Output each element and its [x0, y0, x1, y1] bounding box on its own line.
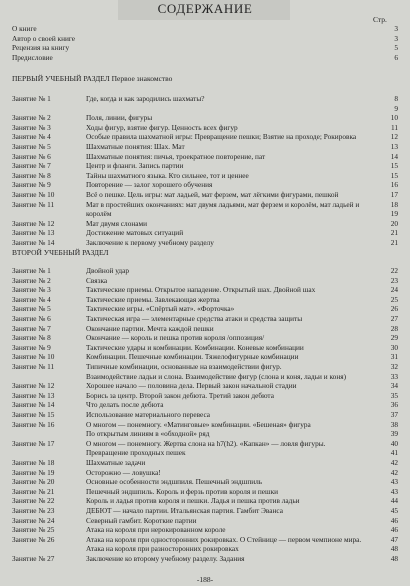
- page-number: 37: [390, 410, 398, 419]
- page-number: 42: [390, 458, 398, 467]
- page-number: 46: [390, 525, 398, 535]
- toc-intro-item: [0, 43, 410, 53]
- lesson-title: Тактические игры. «Спёртый мат». «Форточка»: [86, 304, 235, 314]
- lesson-title: Мат двумя слонами: [86, 218, 148, 228]
- lesson-label: Занятие № 11: [12, 362, 55, 371]
- section-title-1: ПЕРВЫЙ УЧЕБНЫЙ РАЗДЕЛ Первое знакомство: [12, 74, 173, 83]
- page-number: 47: [390, 534, 398, 544]
- page-number: 48: [390, 544, 398, 554]
- page-number: 3: [394, 33, 398, 43]
- toc-lesson-row: [0, 228, 410, 238]
- page-column-label: Стр.: [373, 15, 387, 24]
- page-number: 28: [390, 323, 398, 333]
- page-number: 21: [390, 238, 398, 247]
- toc-lesson-row: [0, 506, 410, 516]
- lesson-label: Занятие № 8: [12, 170, 51, 180]
- lesson-title: Тактические приемы. Открытое нападение. Открытый шах. Двойной шах: [86, 285, 316, 295]
- page-number: 17: [390, 190, 398, 199]
- page-number: 46: [390, 515, 398, 525]
- lesson-title: Хорошее начало — половина дела. Первый закон начальной стадии: [86, 381, 297, 391]
- page-number-footer: -188-: [196, 575, 214, 584]
- page-number: 39: [390, 429, 398, 439]
- toc-intro-item: [0, 34, 410, 44]
- lesson-label: Занятие № 9: [12, 180, 51, 190]
- page-number: 44: [390, 496, 398, 506]
- toc-lesson-row: [0, 94, 410, 113]
- toc-lesson-row: [0, 161, 410, 171]
- toc-lesson-row: [0, 266, 410, 276]
- page-number: 21: [390, 228, 398, 238]
- page-number: 48: [390, 554, 398, 563]
- page-number: 19: [390, 209, 398, 219]
- section-title-2: ВТОРОЙ УЧЕБНЫЙ РАЗДЕЛ: [12, 248, 109, 257]
- toc-lesson-row: [0, 276, 410, 286]
- lesson-label: Занятие № 11: [12, 199, 55, 209]
- page-number: 11: [390, 122, 398, 132]
- page-number: 42: [390, 467, 398, 477]
- toc-lesson-row: [0, 477, 410, 487]
- lesson-title: Повторение — залог хорошего обучения: [86, 180, 213, 190]
- page-number: 27: [390, 314, 398, 323]
- lesson-title: Окончание — король и пешка против короля /оппозиция/: [86, 333, 265, 343]
- toc-lesson-row: [0, 333, 410, 343]
- lesson-title: Шахматные понятия: пичья, троекратное повторение, пат: [86, 151, 266, 161]
- lesson-label: Занятие № 15: [12, 410, 55, 419]
- lesson-title: Заключение ко второму учебному разделу. Задания: [86, 554, 245, 563]
- toc-lesson-row: [0, 171, 410, 181]
- page-number: 10: [390, 113, 398, 123]
- lesson-title: Тактические удары и комбинации. Комбинации. Коневые комбинации: [86, 342, 304, 352]
- page-number: 14: [390, 151, 398, 161]
- lesson-label: Занятие № 16: [12, 419, 55, 429]
- lesson-title: Всё о пешке. Цель игры: мат ладьей, мат ферзем, мат лёгкими фигурами, пешкой: [86, 190, 339, 199]
- toc-lesson-row: [0, 496, 410, 506]
- lesson-label: Занятие № 8: [12, 333, 51, 343]
- lesson-label: Занятие № 17: [12, 438, 55, 448]
- lesson-label: Занятие № 7: [12, 323, 51, 333]
- intro-item-text: О книге: [12, 24, 37, 33]
- lesson-label: Занятие № 19: [12, 467, 55, 477]
- toc-lesson-row: [0, 142, 410, 152]
- lesson-title: Достижение матовых ситуаций: [86, 228, 184, 238]
- lesson-title: Тайны шахматного языка. Кто сильнее, тот и ценнее: [86, 170, 249, 180]
- toc-intro-item: [0, 24, 410, 34]
- toc-lesson-row: [0, 113, 410, 123]
- page-number: 43: [390, 486, 398, 496]
- lesson-label: Занятие № 4: [12, 294, 51, 304]
- lesson-title: Мат в простейших окончаниях: мат двумя ладьями, мат ферзем и королём, мат ладьей и королём: [86, 199, 360, 218]
- toc-lesson-row: [0, 458, 410, 468]
- toc-lesson-row: [0, 219, 410, 229]
- toc-lesson-row: [0, 381, 410, 391]
- intro-item-text: Автор о своей книге: [12, 33, 76, 43]
- lesson-title: Двойной удар: [86, 266, 129, 275]
- lesson-title: Шахматные задачи: [86, 458, 146, 467]
- page-number: 43: [390, 477, 398, 487]
- lesson-title: Тактические приемы. Завлекающая жертва: [86, 294, 220, 304]
- toc-lesson-row: [0, 448, 410, 458]
- lesson-title: Превращение проходных пешек: [86, 448, 186, 458]
- lesson-title: Атака на короля при разносторонних рокировках: [86, 544, 239, 554]
- toc-lesson-row: [0, 400, 410, 410]
- page-number: 33: [390, 371, 398, 381]
- page-number: 35: [390, 390, 398, 400]
- lesson-label: Занятие № 10: [12, 190, 55, 199]
- lesson-label: Занятие № 23: [12, 506, 55, 515]
- lesson-title: Атака на короля при нерокированном короле: [86, 525, 226, 535]
- lesson-title: Особые правила шахматной игры: Превращение пешки; Взятие на проходе; Рокировка: [86, 132, 357, 142]
- lesson-label: Занятие № 6: [12, 151, 51, 161]
- toc-intro-item: [0, 53, 410, 63]
- toc-lesson-row: [0, 295, 410, 305]
- page-number: 24: [390, 285, 398, 295]
- toc-lesson-row: [0, 525, 410, 535]
- page-number: 23: [390, 275, 398, 285]
- lesson-title: По открытым линиям в «обходной» ряд: [86, 429, 210, 439]
- page-number: 15: [390, 161, 398, 171]
- page-number: 18: [390, 199, 398, 209]
- toc-lesson-row: [0, 343, 410, 353]
- page-number: 16: [390, 180, 398, 190]
- toc-lesson-row: [0, 420, 410, 430]
- toc-lesson-row: [0, 362, 410, 372]
- intro-item-text: Предисловие: [12, 52, 53, 62]
- lesson-label: Занятие № 14: [12, 400, 55, 410]
- toc-lesson-row: [0, 468, 410, 478]
- toc-lesson-row: [0, 200, 410, 219]
- lesson-label: Занятие № 10: [12, 352, 55, 362]
- lesson-label: Занятие № 2: [12, 275, 51, 285]
- toc-lesson-row: [0, 487, 410, 497]
- lesson-label: Занятие № 3: [12, 285, 51, 295]
- toc-lesson-row: [0, 352, 410, 362]
- toc-lesson-row: [0, 429, 410, 439]
- page-number: 3: [394, 24, 398, 33]
- lesson-label: Занятие № 7: [12, 161, 51, 171]
- page-number: 20: [390, 218, 398, 228]
- intro-item-text: Рецензия на книгу: [12, 43, 70, 53]
- toc-lesson-row: [0, 180, 410, 190]
- page-title: СОДЕРЖАНИЕ: [157, 1, 253, 16]
- lesson-title: Типичные комбинации, основанные на взаимодействии фигур.: [86, 362, 282, 371]
- toc-lesson-row: [0, 132, 410, 142]
- page-number: 41: [390, 448, 398, 458]
- lesson-title: Где, когда и как зародились шахматы?: [86, 94, 205, 103]
- lesson-title: Использование материального перевеса: [86, 410, 211, 419]
- toc-lesson-row: [0, 314, 410, 324]
- lesson-title: Северный гамбит. Короткие партии: [86, 515, 197, 525]
- lesson-title: Что делать после дебюта: [86, 400, 164, 410]
- toc-lesson-row: [0, 285, 410, 295]
- lesson-label: Занятие № 9: [12, 342, 51, 352]
- lesson-title: Борись за центр. Второй закон дебюта. Третий закон дебюта: [86, 390, 274, 400]
- lesson-label: Занятие № 13: [12, 390, 55, 400]
- toc-lesson-row: [0, 123, 410, 133]
- lesson-label: Занятие № 21: [12, 486, 55, 496]
- lesson-label: Занятие № 3: [12, 122, 51, 132]
- lesson-title: О многом — понемногу. Жертва слона на h7(h2). «Капкан» — ловля фигуры.: [86, 438, 326, 448]
- lesson-label: Занятие № 24: [12, 515, 55, 525]
- lesson-label: Занятие № 26: [12, 534, 55, 544]
- page-number: 26: [390, 304, 398, 314]
- toc-lesson-row: [0, 535, 410, 545]
- toc-lesson-row: [0, 152, 410, 162]
- lesson-label: Занятие № 1: [12, 266, 51, 275]
- toc-lesson-row: [0, 190, 410, 200]
- page-number: 29: [390, 333, 398, 343]
- page-number: 15: [390, 170, 398, 180]
- toc-lesson-row: [0, 439, 410, 449]
- page-number: 30: [390, 342, 398, 352]
- page-number: 9: [394, 103, 398, 113]
- lesson-title: Взаимодействие ладьи и слона. Взаимодействие фигур (слона и коня, ладьи и коня): [86, 371, 347, 381]
- lesson-label: Занятие № 25: [12, 525, 55, 535]
- lesson-title: О многом — понемногу. «Матинговые» комбинации. «Бешеная» фигура: [86, 419, 311, 429]
- lesson-title: Король и ладья против короля и пешки. Ладья и пешка против ладьи: [86, 496, 300, 506]
- lesson-title: ДЕБЮТ — начало партии. Итальянская партия. Гамбит Эванса: [86, 506, 283, 515]
- lesson-title: Ходы фигур, взятие фигур. Ценность всех фигур: [86, 122, 238, 132]
- lesson-title: Основные особенности эндшпиля. Пешечный эндшпиль: [86, 477, 263, 487]
- lesson-title: Атака на короля при односторонних рокировках. О Стейнице — первом чемпионе мира.: [86, 534, 362, 544]
- lesson-label: Занятие № 2: [12, 113, 51, 123]
- toc-lesson-row: [0, 516, 410, 526]
- toc-lesson-row: [0, 544, 410, 554]
- page-number: 36: [390, 400, 398, 410]
- page-number: 25: [390, 294, 398, 304]
- lesson-label: Занятие № 6: [12, 314, 51, 323]
- lesson-title: Комбинации. Пешечные комбинации. Тяжелофигурные комбинации: [86, 352, 299, 362]
- page-number: 6: [394, 52, 398, 62]
- lesson-title: Центр и фланги. Запись партии: [86, 161, 184, 171]
- lesson-label: Занятие № 22: [12, 496, 55, 506]
- toc-lesson-row: [0, 324, 410, 334]
- page-number: 34: [390, 381, 398, 391]
- lesson-title: Тактическая игра — элементарные средства атаки и средства защиты: [86, 314, 303, 323]
- lesson-title: Связка: [86, 275, 108, 285]
- lesson-title: Пешечный эндшпиль. Король и ферзь против короля и пешки: [86, 486, 279, 496]
- page-number: 12: [390, 132, 398, 142]
- lesson-label: Занятие № 14: [12, 238, 55, 247]
- toc-lesson-row: [0, 304, 410, 314]
- toc-lesson-row: [0, 554, 410, 564]
- page-number: 13: [390, 142, 398, 151]
- page-number: 45: [390, 506, 398, 515]
- lesson-label: Занятие № 4: [12, 132, 51, 142]
- page-number: 32: [390, 362, 398, 371]
- lesson-label: Занятие № 20: [12, 477, 55, 487]
- page-number: 8: [394, 94, 398, 103]
- page-number: 40: [390, 438, 398, 448]
- page-number: 5: [394, 43, 398, 53]
- toc-lesson-row: [0, 410, 410, 420]
- lesson-label: Занятие № 5: [12, 142, 51, 151]
- lesson-title: Поля, линии, фигуры: [86, 113, 153, 123]
- lesson-label: Занятие № 12: [12, 218, 55, 228]
- toc-lesson-row: [0, 391, 410, 401]
- toc-lesson-row: [0, 372, 410, 382]
- lesson-label: Занятие № 18: [12, 458, 55, 467]
- lesson-title: Окончание партии. Мечта каждой пешки: [86, 323, 214, 333]
- page-number: 31: [390, 352, 398, 362]
- page-number: 22: [390, 266, 398, 275]
- lesson-label: Занятие № 1: [12, 94, 51, 103]
- lesson-title: Заключение к первому учебному разделу: [86, 238, 214, 247]
- lesson-title: Шахматные понятия: Шах. Мат: [86, 142, 185, 151]
- lesson-label: Занятие № 5: [12, 304, 51, 314]
- lesson-label: Занятие № 13: [12, 228, 55, 238]
- page-number: 38: [390, 419, 398, 429]
- toc-lesson-row: [0, 238, 410, 248]
- lesson-title: Осторожно — ловушка!: [86, 467, 161, 477]
- lesson-label: Занятие № 27: [12, 554, 55, 563]
- lesson-label: Занятие № 12: [12, 381, 55, 391]
